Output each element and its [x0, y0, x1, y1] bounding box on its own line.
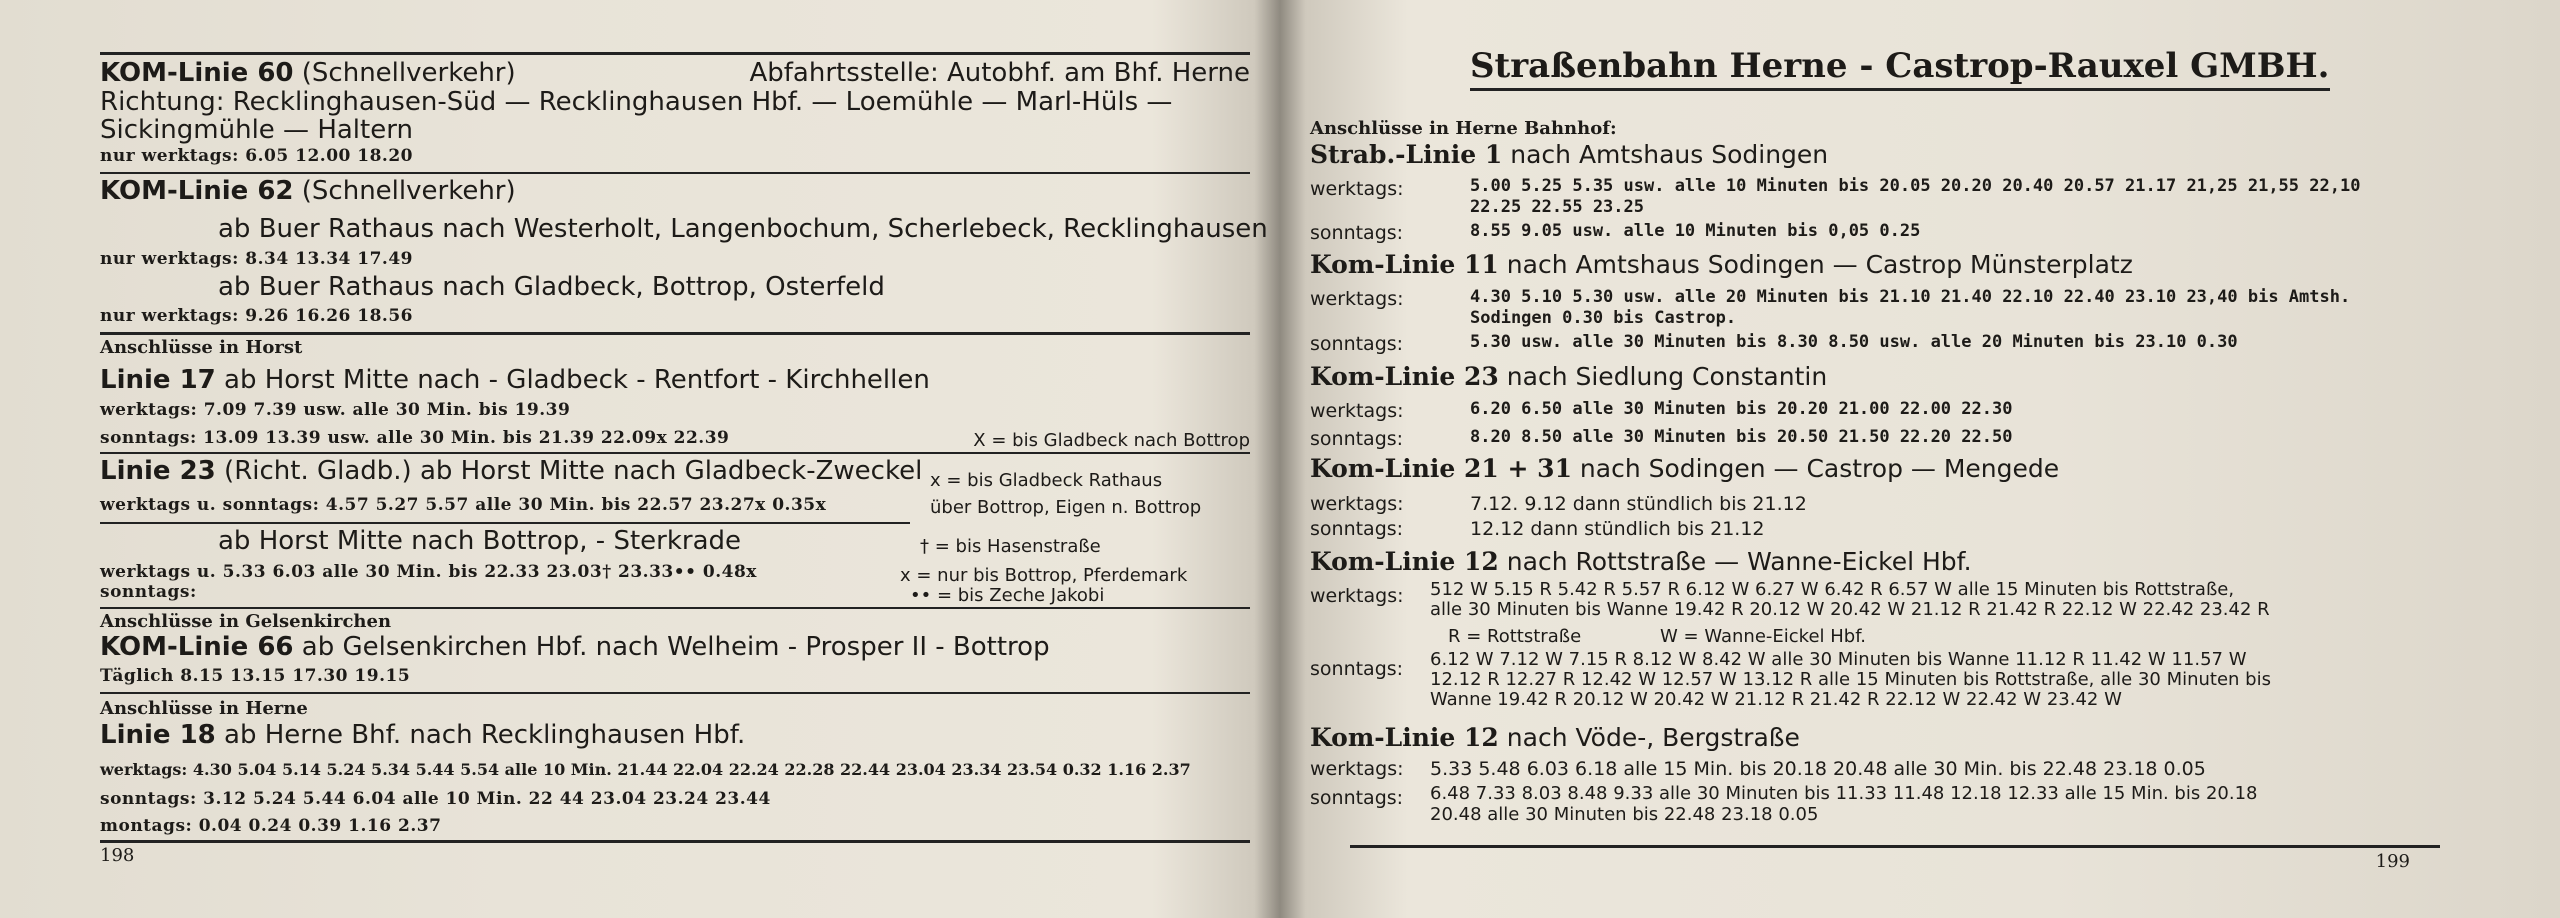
line-60-stop: Abfahrtsstelle: Autobhf. am Bhf. Herne — [749, 58, 1250, 88]
kom-23-weekday: 6.20 6.50 alle 30 Minuten bis 20.20 21.00 22.00 22.30 — [1470, 399, 2013, 419]
kom-21-sunday-label: sonntags: — [1310, 518, 1404, 540]
line-62-route-1: ab Buer Rathaus nach Westerholt, Langenbochum, Scherlebeck, Recklinghausen — [218, 214, 1268, 244]
rule — [100, 172, 1250, 174]
rule — [100, 452, 1250, 454]
line-23-note-3: † = bis Hasenstraße — [920, 536, 1101, 557]
kom-11-weekday: 4.30 5.10 5.30 usw. alle 20 Minuten bis 21.10 21.40 22.10 22.40 23.10 23,40 bis Amtsh. — [1470, 287, 2351, 307]
line-18-heading: Linie 18 ab Herne Bhf. nach Recklinghausen Hbf. — [100, 720, 746, 750]
kom-21-weekday: 7.12. 9.12 dann stündlich bis 21.12 — [1470, 493, 1807, 515]
rule — [1350, 845, 2440, 848]
line-17-weekday: werktags: 7.09 7.39 usw. alle 30 Min. bis 19.39 — [100, 400, 571, 420]
line-60-times: nur werktags: 6.05 12.00 18.20 — [100, 146, 414, 166]
line-62-times-1: nur werktags: 8.34 13.34 17.49 — [100, 249, 414, 269]
strab-1-weekday: 5.00 5.25 5.35 usw. alle 10 Minuten bis 20.05 20.20 20.40 20.57 21.17 21,25 21,55 22,10 — [1470, 176, 2361, 196]
kom-12-rottstrasse-heading: Kom-Linie 12 nach Rottstraße — Wanne-Eickel Hbf. — [1310, 547, 1972, 576]
line-62-heading: KOM-Linie 62 (Schnellverkehr) — [100, 176, 516, 206]
kom-12a-sunday: 6.12 W 7.12 W 7.15 R 8.12 W 8.42 W alle 30 Minuten bis Wanne 11.12 R 11.42 W 11.57 W — [1430, 649, 2247, 670]
kom-23-sunday-label: sonntags: — [1310, 428, 1404, 450]
right-page — [1310, 0, 2440, 918]
line-60-direction: Richtung: Recklinghausen-Süd — Recklinghausen Hbf. — Loemühle — Marl-Hüls — — [100, 87, 1173, 117]
line-62-route-2: ab Buer Rathaus nach Gladbeck, Bottrop, Osterfeld — [218, 272, 885, 302]
strab-1-heading: Strab.-Linie 1 nach Amtshaus Sodingen — [1310, 140, 1829, 169]
kom-21-heading: Kom-Linie 21 + 31 nach Sodingen — Castrop — Mengede — [1310, 454, 2060, 483]
line-23-note-1: x = bis Gladbeck Rathaus — [930, 470, 1163, 491]
rule — [100, 692, 1250, 694]
page-title: Straßenbahn Herne - Castrop-Rauxel GMBH. — [1470, 46, 2330, 91]
rule — [100, 52, 1250, 55]
kom-21-sunday: 12.12 dann stündlich bis 21.12 — [1470, 518, 1765, 540]
kom-21-weekday-label: werktags: — [1310, 493, 1404, 515]
kom-12a-legend-r: R = Rottstraße — [1448, 626, 1582, 647]
herne-bahnhof-header: Anschlüsse in Herne Bahnhof: — [1310, 118, 1617, 139]
line-17-sunday: sonntags: 13.09 13.39 usw. alle 30 Min. bis 21.39 22.09x 22.39 — [100, 428, 730, 448]
line-18-monday: montags: 0.04 0.24 0.39 1.16 2.37 — [100, 816, 442, 836]
line-62-times-2: nur werktags: 9.26 16.26 18.56 — [100, 306, 414, 326]
line-18-weekday: werktags: 4.30 5.04 5.14 5.24 5.34 5.44 5.54 alle 10 Min. 21.44 22.04 22.24 22.28 22.44 23.04 23.34 23.54 0.32 1.16 2.37 — [100, 760, 1191, 779]
page-number-right: 199 — [2375, 851, 2410, 872]
strab-1-weekday-cont: 22.25 22.55 23.25 — [1470, 197, 1644, 217]
kom-12b-sunday: 6.48 7.33 8.03 8.48 9.33 alle 30 Minuten bis 11.33 11.48 12.18 12.33 alle 15 Min. bis 20.18 — [1430, 783, 2258, 804]
kom-12a-weekday: 512 W 5.15 R 5.42 R 5.57 R 6.12 W 6.27 W 6.42 R 6.57 W alle 15 Minuten bis Rottstraße, — [1430, 579, 2235, 600]
strab-1-weekday-label: werktags: — [1310, 178, 1404, 200]
kom-23-heading: Kom-Linie 23 nach Siedlung Constantin — [1310, 362, 1828, 391]
herne-header: Anschlüsse in Herne — [100, 698, 308, 719]
rule — [100, 332, 1250, 335]
line-23-times-2: werktags u. 5.33 6.03 alle 30 Min. bis 22.33 23.03† 23.33•• 0.48x — [100, 562, 757, 582]
strab-1-sunday-label: sonntags: — [1310, 222, 1404, 244]
kom-12b-weekday-label: werktags: — [1310, 758, 1404, 780]
kom-11-sunday: 5.30 usw. alle 30 Minuten bis 8.30 8.50 usw. alle 20 Minuten bis 23.10 0.30 — [1470, 332, 2238, 352]
kom-12a-sunday-cont-1: 12.12 R 12.27 R 12.42 W 12.57 W 13.12 R alle 15 Minuten bis Rottstraße, alle 30 Minuten bis — [1430, 669, 2271, 690]
strab-1-sunday: 8.55 9.05 usw. alle 10 Minuten bis 0,05 0.25 — [1470, 221, 1921, 241]
line-18-sunday: sonntags: 3.12 5.24 5.44 6.04 alle 10 Min. 22 44 23.04 23.24 23.44 — [100, 789, 771, 809]
kom-11-weekday-cont: Sodingen 0.30 bis Castrop. — [1470, 308, 1737, 328]
kom-12a-weekday-label: werktags: — [1310, 585, 1404, 607]
line-66-heading: KOM-Linie 66 ab Gelsenkirchen Hbf. nach Welheim - Prosper II - Bottrop — [100, 632, 1050, 662]
gelsenkirchen-header: Anschlüsse in Gelsenkirchen — [100, 611, 392, 632]
line-23-heading: Linie 23 (Richt. Gladb.) ab Horst Mitte nach Gladbeck-Zweckel — [100, 456, 923, 486]
kom-11-weekday-label: werktags: — [1310, 288, 1404, 310]
kom-12a-legend-w: W = Wanne-Eickel Hbf. — [1660, 626, 1866, 647]
line-17-heading: Linie 17 ab Horst Mitte nach - Gladbeck - Rentfort - Kirchhellen — [100, 365, 930, 395]
line-23-route-2: ab Horst Mitte nach Bottrop, - Sterkrade — [218, 526, 742, 556]
kom-12a-sunday-label: sonntags: — [1310, 658, 1404, 680]
kom-12-voede-heading: Kom-Linie 12 nach Vöde-, Bergstraße — [1310, 723, 1800, 752]
kom-12a-weekday-cont: alle 30 Minuten bis Wanne 19.42 R 20.12 W 20.42 W 21.12 R 21.42 R 22.12 W 22.42 23.42 R — [1430, 599, 2270, 620]
line-60-heading: KOM-Linie 60 (Schnellverkehr) — [100, 58, 516, 88]
kom-11-sunday-label: sonntags: — [1310, 333, 1404, 355]
line-17-note: X = bis Gladbeck nach Bottrop — [973, 430, 1250, 451]
kom-12a-sunday-cont-2: Wanne 19.42 R 20.12 W 20.42 W 21.12 R 21.42 R 22.12 W 22.42 W 23.42 W — [1430, 689, 2122, 710]
kom-23-weekday-label: werktags: — [1310, 400, 1404, 422]
kom-12b-sunday-cont: 20.48 alle 30 Minuten bis 22.48 23.18 0.05 — [1430, 804, 1819, 825]
line-66-times: Täglich 8.15 13.15 17.30 19.15 — [100, 666, 411, 686]
line-60-direction-cont: Sickingmühle — Haltern — [100, 115, 413, 145]
line-23-note-4: x = nur bis Bottrop, Pferdemark — [900, 565, 1188, 586]
kom-12b-weekday: 5.33 5.48 6.03 6.18 alle 15 Min. bis 20.18 20.48 alle 30 Min. bis 22.48 23.18 0.05 — [1430, 758, 2206, 780]
kom-23-sunday: 8.20 8.50 alle 30 Minuten bis 20.50 21.50 22.20 22.50 — [1470, 427, 2013, 447]
kom-11-heading: Kom-Linie 11 nach Amtshaus Sodingen — Castrop Münsterplatz — [1310, 250, 2133, 279]
horst-header: Anschlüsse in Horst — [100, 337, 303, 358]
rule — [100, 607, 1250, 609]
rule — [100, 840, 1250, 843]
line-23-note-2: über Bottrop, Eigen n. Bottrop — [930, 497, 1202, 518]
left-page — [100, 0, 1268, 918]
line-23-times-2-sunday: sonntags: — [100, 582, 197, 602]
line-23-times: werktags u. sonntags: 4.57 5.27 5.57 alle 30 Min. bis 22.57 23.27x 0.35x — [100, 495, 827, 515]
page-number-left: 198 — [100, 845, 135, 866]
rule — [100, 522, 910, 524]
line-23-note-5: •• = bis Zeche Jakobi — [910, 585, 1105, 606]
kom-12b-sunday-label: sonntags: — [1310, 787, 1404, 809]
